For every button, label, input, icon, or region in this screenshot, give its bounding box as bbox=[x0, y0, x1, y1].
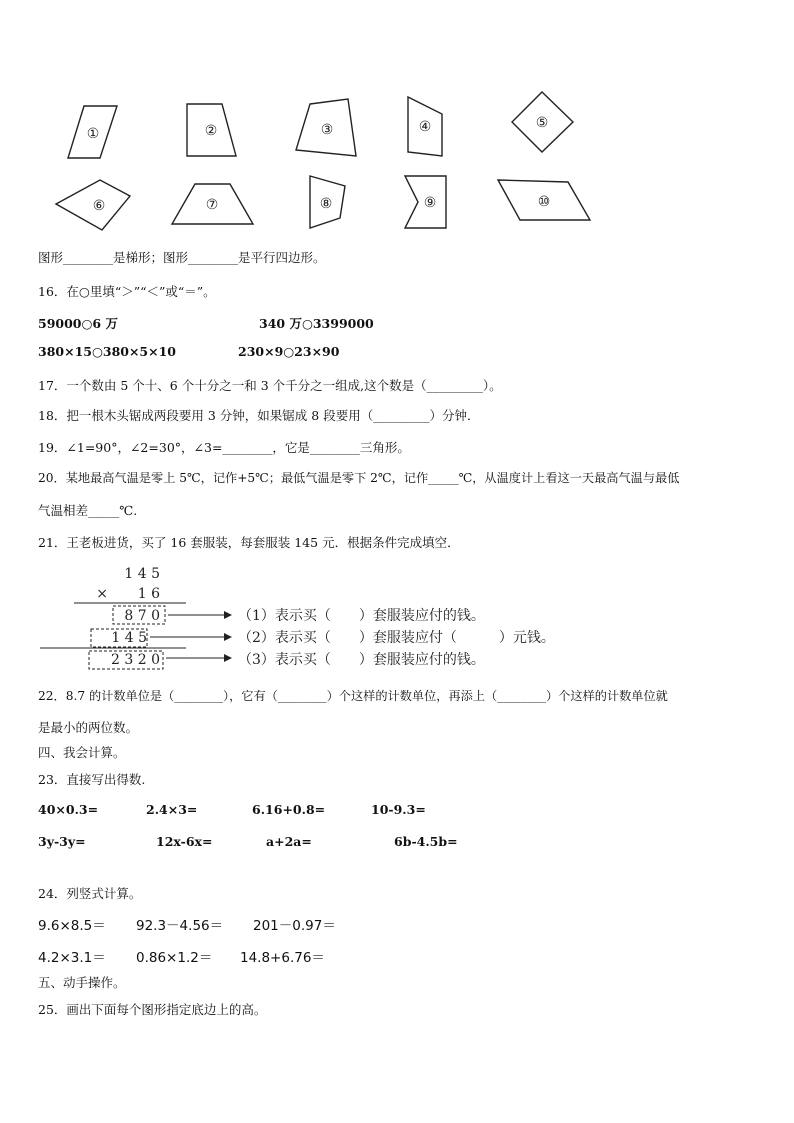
section-4-title: 四、我会计算。 bbox=[38, 745, 126, 760]
q20-line2: 气温相差_____℃. bbox=[38, 503, 138, 518]
shape-label-2: ② bbox=[204, 123, 218, 139]
q24-r2-c2: 0.86×1.2＝ bbox=[136, 950, 213, 966]
q16-title: 16．在○里填“＞”“＜”或“＝”。 bbox=[38, 284, 216, 299]
shapes-figure bbox=[0, 0, 794, 240]
q19-text: 19．∠1=90°，∠2=30°，∠3=________，它是________三角形。 bbox=[38, 440, 410, 455]
q20-line1: 20．某地最高气温是零上 5℃，记作+5℃；最低气温是零下 2℃，记作_____℃，从温度计上看这一天最高气温与最低 bbox=[38, 471, 680, 485]
q17-text: 17．一个数由 5 个十、6 个十分之一和 3 个千分之一组成,这个数是（_________）。 bbox=[38, 378, 502, 393]
q25-text: 25．画出下面每个图形指定底边上的高。 bbox=[38, 1002, 267, 1017]
q23-r2-c1: 3y-3y= bbox=[38, 834, 86, 849]
q23-title: 23．直接写出得数. bbox=[38, 772, 146, 787]
q24-r1-c3: 201－0.97＝ bbox=[253, 918, 336, 934]
q16-b: 340 万○3399000 bbox=[259, 316, 374, 331]
shape-label-4: ④ bbox=[418, 119, 432, 135]
shape-label-3: ③ bbox=[320, 122, 334, 138]
q24-r1-c1: 9.6×8.5＝ bbox=[38, 918, 106, 934]
q24-r2-c1: 4.2×3.1＝ bbox=[38, 950, 106, 966]
partial-product-2: 1 4 5 bbox=[111, 630, 147, 646]
q16-d: 230×9○23×90 bbox=[238, 344, 340, 359]
multiplier: 1 6 bbox=[137, 586, 160, 602]
shape-label-5: ⑤ bbox=[535, 115, 549, 131]
q21-note-2: （2）表示买（ ）套服装应付（ ）元钱。 bbox=[238, 630, 555, 646]
q16-c: 380×15○380×5×10 bbox=[38, 344, 177, 359]
q24-title: 24．列竖式计算。 bbox=[38, 886, 142, 901]
q22-line1: 22．8.7 的计数单位是（________），它有（________）个这样的计数单位，再添上（________）个这样的计数单位就 bbox=[38, 689, 668, 703]
shape-label-6: ⑥ bbox=[92, 198, 106, 214]
q22-line2: 是最小的两位数。 bbox=[38, 720, 139, 735]
q24-r1-c2: 92.3－4.56＝ bbox=[136, 918, 224, 934]
times-sign: × bbox=[96, 586, 108, 602]
q21-note-3: （3）表示买（ ）套服装应付的钱。 bbox=[238, 652, 485, 668]
total-product: 2 3 2 0 bbox=[111, 652, 160, 668]
shape-label-10: ⑩ bbox=[537, 194, 551, 210]
shape-label-9: ⑨ bbox=[423, 195, 437, 211]
q23-r2-c4: 6b-4.5b= bbox=[394, 834, 458, 849]
q24-r2-c3: 14.8+6.76＝ bbox=[240, 950, 325, 966]
section-5-title: 五、动手操作。 bbox=[38, 975, 126, 990]
shape-label-8: ⑧ bbox=[319, 196, 333, 212]
shape-label-1: ① bbox=[86, 126, 100, 142]
q18-text: 18．把一根木头锯成两段要用 3 分钟，如果锯成 8 段要用（_________）分钟． bbox=[38, 408, 480, 423]
shape-label-7: ⑦ bbox=[205, 197, 219, 213]
q23-r1-c3: 6.16+0.8= bbox=[252, 802, 326, 817]
multiplication-figure bbox=[0, 560, 794, 675]
q23-r1-c2: 2.4×3= bbox=[146, 802, 198, 817]
q16-a: 59000○6 万 bbox=[38, 316, 118, 331]
q23-r2-c3: a+2a= bbox=[266, 834, 312, 849]
multiplicand: 1 4 5 bbox=[124, 566, 160, 582]
partial-product-1: 8 7 0 bbox=[124, 608, 160, 624]
q23-r1-c1: 40×0.3= bbox=[38, 802, 99, 817]
q15-line: 图形________是梯形；图形________是平行四边形。 bbox=[38, 250, 326, 265]
q21-title: 21．王老板进货，买了 16 套服装，每套服装 145 元．根据条件完成填空． bbox=[38, 535, 460, 550]
q21-note-1: （1）表示买（ ）套服装应付的钱。 bbox=[238, 608, 485, 624]
q23-r1-c4: 10-9.3= bbox=[371, 802, 426, 817]
q23-r2-c2: 12x-6x= bbox=[156, 834, 213, 849]
